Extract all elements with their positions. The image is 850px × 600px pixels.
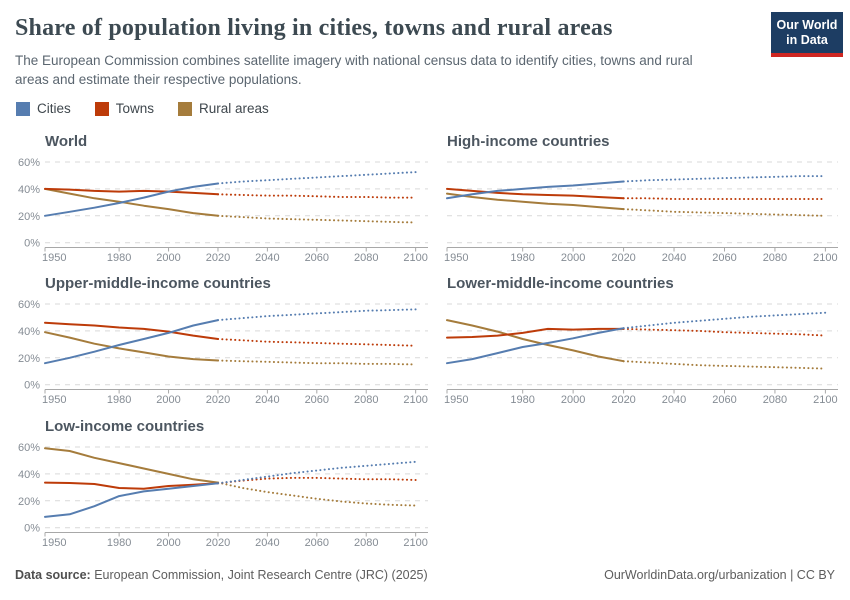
line-cities-observed (447, 182, 624, 199)
legend-item-cities (16, 101, 71, 116)
y-tick-label: 20% (17, 495, 40, 508)
x-tick-label: 1980 (510, 252, 535, 262)
x-tick-label: 2000 (156, 252, 181, 262)
x-tick-label: 1950 (42, 252, 67, 262)
x-tick-label: 1950 (444, 394, 469, 404)
x-tick-label: 2040 (255, 394, 280, 404)
line-cities-projected (218, 172, 416, 183)
y-tick-label: 40% (17, 468, 40, 481)
legend-label: Towns (115, 101, 155, 116)
x-tick-label: 1980 (106, 252, 132, 262)
x-tick-label: 1980 (106, 537, 132, 547)
line-towns-projected (218, 194, 416, 197)
footer-source-label: Data source: (15, 568, 91, 582)
line-towns-projected (624, 198, 826, 199)
x-tick-label: 2060 (304, 252, 330, 262)
y-tick-label: 0% (24, 522, 40, 535)
panel-title: Low-income countries (45, 418, 205, 435)
x-tick-label: 2040 (255, 537, 280, 547)
x-tick-label: 1950 (444, 252, 469, 262)
legend-label: Rural areas (199, 101, 269, 116)
line-cities-observed (45, 320, 218, 363)
panel-title: High-income countries (447, 133, 610, 150)
y-tick-label: 20% (17, 210, 40, 223)
y-tick-label: 0% (24, 379, 40, 392)
chart-panel-upper-middle-income-countries (15, 272, 435, 404)
owid-logo-line1: Our World (776, 18, 838, 32)
line-towns-projected (624, 329, 826, 336)
legend-swatch (16, 102, 30, 116)
x-tick-label: 1950 (42, 537, 67, 547)
x-tick-label: 2020 (205, 537, 231, 547)
x-tick-label: 2000 (560, 252, 586, 262)
x-tick-label: 2040 (255, 252, 280, 262)
legend (16, 101, 269, 116)
x-tick-label: 2080 (762, 394, 788, 404)
x-tick-label: 1950 (42, 394, 67, 404)
x-tick-label: 2040 (661, 394, 687, 404)
x-tick-label: 2020 (611, 252, 636, 262)
x-tick-label: 2100 (813, 394, 838, 404)
x-tick-label: 2080 (762, 252, 788, 262)
y-tick-label: 0% (24, 237, 40, 250)
chart-subtitle: The European Commission combines satellite imagery with national census data to identify cities, towns and rural areas and estimate their respective populations. (15, 53, 693, 87)
y-tick-label: 60% (17, 442, 40, 454)
x-tick-label: 2080 (353, 537, 379, 547)
x-tick-label: 1980 (106, 394, 132, 404)
footer-source (15, 568, 428, 582)
footer-attribution: OurWorldinData.org/urbanization | CC BY (604, 568, 835, 582)
x-tick-label: 2020 (205, 252, 231, 262)
x-tick-label: 2020 (205, 394, 231, 404)
chart-panel-world (15, 130, 435, 262)
footer (15, 568, 835, 582)
line-rural-areas-observed (447, 194, 624, 210)
x-tick-label: 2060 (304, 537, 330, 547)
footer-source-text: European Commission, Joint Research Centre (JRC) (2025) (90, 568, 428, 582)
chart-panel-high-income-countries (432, 130, 845, 262)
line-rural-areas-projected (624, 361, 826, 368)
legend-swatch (95, 102, 109, 116)
x-tick-label: 2000 (156, 537, 181, 547)
y-tick-label: 40% (17, 325, 40, 338)
y-tick-label: 40% (17, 183, 40, 196)
panel-title: World (45, 133, 88, 150)
y-tick-label: 20% (17, 352, 40, 365)
x-tick-label: 2060 (712, 252, 737, 262)
x-tick-label: 2080 (353, 252, 379, 262)
y-tick-label: 60% (17, 157, 40, 169)
legend-item-rural-areas (178, 101, 269, 116)
x-tick-label: 2100 (403, 394, 428, 404)
line-cities-projected (624, 313, 826, 329)
y-tick-label: 60% (17, 299, 40, 311)
line-rural-areas-projected (624, 209, 826, 216)
x-tick-label: 2100 (813, 252, 838, 262)
line-cities-observed (45, 184, 218, 216)
x-tick-label: 2080 (353, 394, 379, 404)
x-tick-label: 1980 (510, 394, 535, 404)
chart-panel-low-income-countries (15, 415, 435, 547)
owid-logo-line2: in Data (786, 33, 828, 47)
panel-title: Lower-middle-income countries (447, 275, 674, 292)
line-towns-projected (218, 339, 416, 346)
line-rural-areas-observed (447, 320, 624, 361)
line-rural-areas-observed (45, 332, 218, 360)
legend-label: Cities (37, 101, 71, 116)
line-cities-projected (624, 176, 826, 181)
x-tick-label: 2060 (712, 394, 737, 404)
line-rural-areas-projected (218, 216, 416, 223)
chart-panel-lower-middle-income-countries (432, 272, 845, 404)
legend-swatch (178, 102, 192, 116)
line-rural-areas-projected (218, 483, 416, 506)
page-title: Share of population living in cities, towns and rural areas (15, 15, 613, 41)
x-tick-label: 2040 (661, 252, 687, 262)
owid-logo (771, 12, 843, 57)
x-tick-label: 2000 (156, 394, 181, 404)
legend-item-towns (95, 101, 154, 116)
x-tick-label: 2060 (304, 394, 330, 404)
x-tick-label: 2100 (403, 252, 428, 262)
line-rural-areas-projected (218, 361, 416, 365)
x-tick-label: 2100 (403, 537, 428, 547)
panel-title: Upper-middle-income countries (45, 275, 271, 292)
x-tick-label: 2000 (560, 394, 586, 404)
line-rural-areas-observed (45, 448, 218, 482)
line-cities-projected (218, 309, 416, 320)
x-tick-label: 2020 (611, 394, 636, 404)
